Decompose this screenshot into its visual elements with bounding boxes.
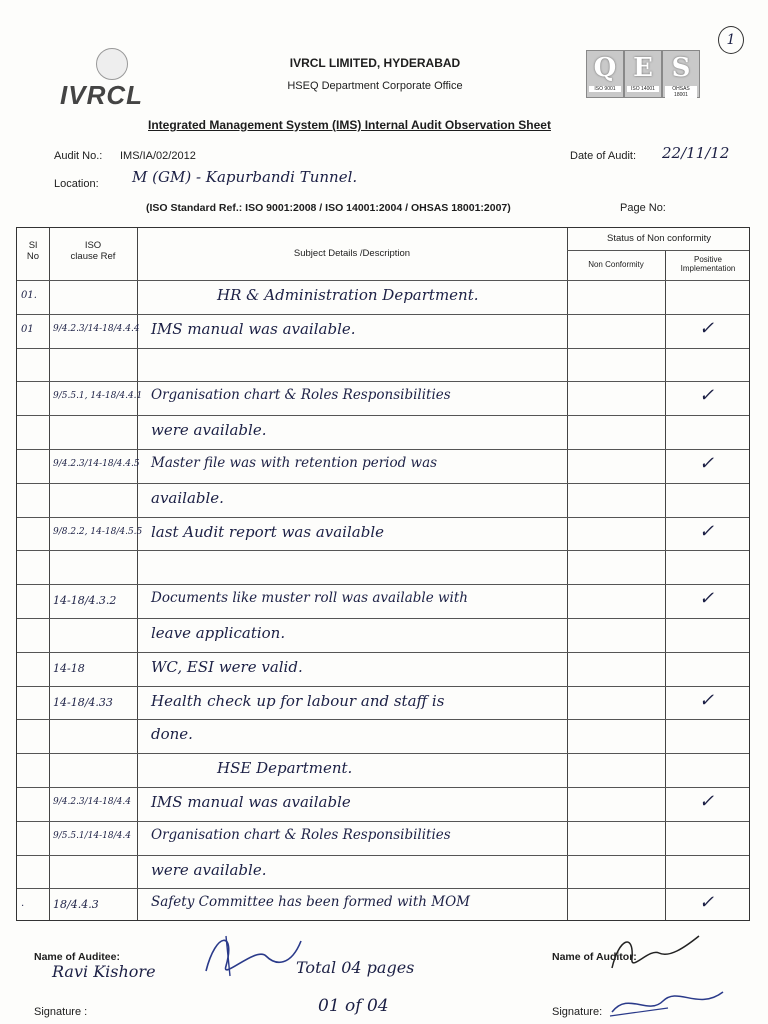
- row-divider: [17, 550, 749, 551]
- row-divider: [17, 483, 749, 484]
- row-clause-ref: 9/4.2.3/14-18/4.4.4: [53, 323, 140, 334]
- row-description: were available.: [151, 860, 267, 879]
- row-clause-ref: 9/5.5.1, 14-18/4.4.1: [53, 391, 143, 402]
- row-description: IMS manual was available: [151, 793, 351, 811]
- company-logo-emblem: [96, 48, 128, 80]
- observation-table: [16, 227, 750, 921]
- company-logo: IVRCL: [60, 80, 143, 110]
- row-positive-tick: ✓: [699, 453, 715, 474]
- row-description: HSE Department.: [217, 759, 353, 778]
- header-positive-implementation: Positive Implementation: [680, 255, 736, 273]
- row-clause-ref: 9/8.2.2, 14-18/4.5.5: [53, 526, 143, 537]
- auditee-signature-image: [196, 926, 306, 986]
- total-pages-note: Total 04 pages: [296, 958, 415, 977]
- row-divider: [17, 719, 749, 720]
- row-divider: [17, 888, 749, 889]
- header-non-conformity: Non Conformity: [588, 260, 644, 269]
- row-divider: [17, 517, 749, 518]
- header-divider: [567, 250, 749, 251]
- row-description: available.: [151, 488, 224, 507]
- row-divider: [17, 787, 749, 788]
- header-subject: Subject Details /Description: [293, 248, 411, 259]
- page-number-circled: 1: [718, 26, 744, 54]
- row-description: last Audit report was available: [151, 522, 384, 541]
- row-divider: [17, 753, 749, 754]
- location-label: Location:: [54, 178, 99, 190]
- date-label: Date of Audit:: [570, 150, 637, 162]
- row-positive-tick: ✓: [699, 791, 715, 812]
- column-divider: [567, 228, 568, 920]
- cert-letter: Q: [593, 53, 617, 83]
- row-divider: [17, 348, 749, 349]
- row-divider: [17, 618, 749, 619]
- row-clause-ref: 9/4.2.3/14-18/4.4: [53, 797, 131, 807]
- row-sl-no: 01: [21, 323, 34, 335]
- cert-caption: ISO 14001: [627, 86, 659, 92]
- cert-badge-q: [586, 50, 624, 98]
- department-name: HSEQ Department Corporate Office: [287, 80, 463, 92]
- row-description: Organisation chart & Roles Responsibilities: [151, 826, 451, 843]
- row-positive-tick: ✓: [699, 892, 715, 914]
- row-divider: [17, 381, 749, 382]
- auditee-label: Name of Auditee:: [34, 951, 120, 963]
- row-clause-ref: 14-18: [53, 661, 85, 675]
- header-iso-clause: ISO clause Ref: [70, 240, 116, 262]
- page-count-note: 01 of 04: [318, 996, 389, 1016]
- row-divider: [17, 652, 749, 653]
- row-description: Organisation chart & Roles Responsibilities: [151, 387, 451, 404]
- cert-badge-e: [624, 50, 662, 98]
- page-no-label: Page No:: [620, 202, 666, 214]
- row-description: leave application.: [151, 624, 286, 642]
- row-clause-ref: 14-18/4.33: [53, 695, 113, 709]
- cert-caption: OHSAS 18001: [665, 86, 697, 98]
- row-clause-ref: 9/4.2.3/14-18/4.4.5: [53, 459, 140, 469]
- row-positive-tick: ✓: [699, 317, 715, 339]
- auditor-signature-label: Signature:: [552, 1006, 603, 1018]
- row-description: Documents like muster roll was available with: [151, 590, 468, 607]
- header-status: Status of Non conformity: [606, 233, 712, 244]
- cert-letter: E: [633, 53, 653, 83]
- row-divider: [17, 314, 749, 315]
- row-clause-ref: 18/4.4.3: [53, 898, 99, 912]
- row-description: Safety Committee has been formed with MOM: [151, 894, 470, 911]
- column-divider: [49, 228, 50, 920]
- row-divider: [17, 280, 749, 281]
- row-positive-tick: ✓: [699, 588, 715, 610]
- auditee-signature-label: Signature :: [34, 1006, 88, 1018]
- row-positive-tick: ✓: [699, 689, 715, 711]
- row-clause-ref: 14-18/4.3.2: [53, 594, 117, 608]
- row-description: Master file was with retention period was: [151, 455, 438, 471]
- cert-caption: ISO 9001: [589, 86, 621, 92]
- auditor-label: Name of Auditor:: [552, 951, 637, 963]
- row-sl-no: 01.: [21, 290, 37, 301]
- row-description: WC, ESI were valid.: [151, 657, 303, 676]
- row-description: done.: [151, 725, 193, 744]
- auditor-signature-mark: [608, 986, 728, 1020]
- iso-standard-ref: (ISO Standard Ref.: ISO 9001:2008 / ISO 14001:2004 / OHSAS 18001:2007): [146, 202, 511, 214]
- row-divider: [17, 686, 749, 687]
- audit-no-label: Audit No.:: [54, 150, 103, 162]
- row-description: IMS manual was available.: [151, 319, 356, 338]
- auditee-name: Ravi Kishore: [52, 962, 156, 981]
- header-sl-no: Sl No: [26, 240, 40, 262]
- audit-no-value: IMS/IA/02/2012: [120, 150, 196, 162]
- row-positive-tick: ✓: [699, 385, 715, 407]
- row-sl-no: .: [21, 898, 25, 910]
- location-value: M (GM) - Kapurbandi Tunnel.: [132, 168, 358, 186]
- row-divider: [17, 821, 749, 822]
- row-divider: [17, 584, 749, 585]
- row-description: Health check up for labour and staff is: [151, 691, 445, 710]
- row-description: HR & Administration Department.: [217, 286, 479, 304]
- row-divider: [17, 855, 749, 856]
- date-value: 22/11/12: [662, 144, 730, 162]
- row-description: were available.: [151, 421, 267, 440]
- row-positive-tick: ✓: [699, 520, 715, 542]
- row-divider: [17, 415, 749, 416]
- row-clause-ref: 9/5.5.1/14-18/4.4: [53, 830, 131, 841]
- cert-letter: S: [671, 53, 691, 83]
- document-title: Integrated Management System (IMS) Internal Audit Observation Sheet: [148, 118, 551, 132]
- cert-badge-s: [662, 50, 700, 98]
- row-divider: [17, 449, 749, 450]
- auditor-signature-image: [604, 928, 704, 978]
- company-name: IVRCL LIMITED, HYDERABAD: [289, 56, 461, 70]
